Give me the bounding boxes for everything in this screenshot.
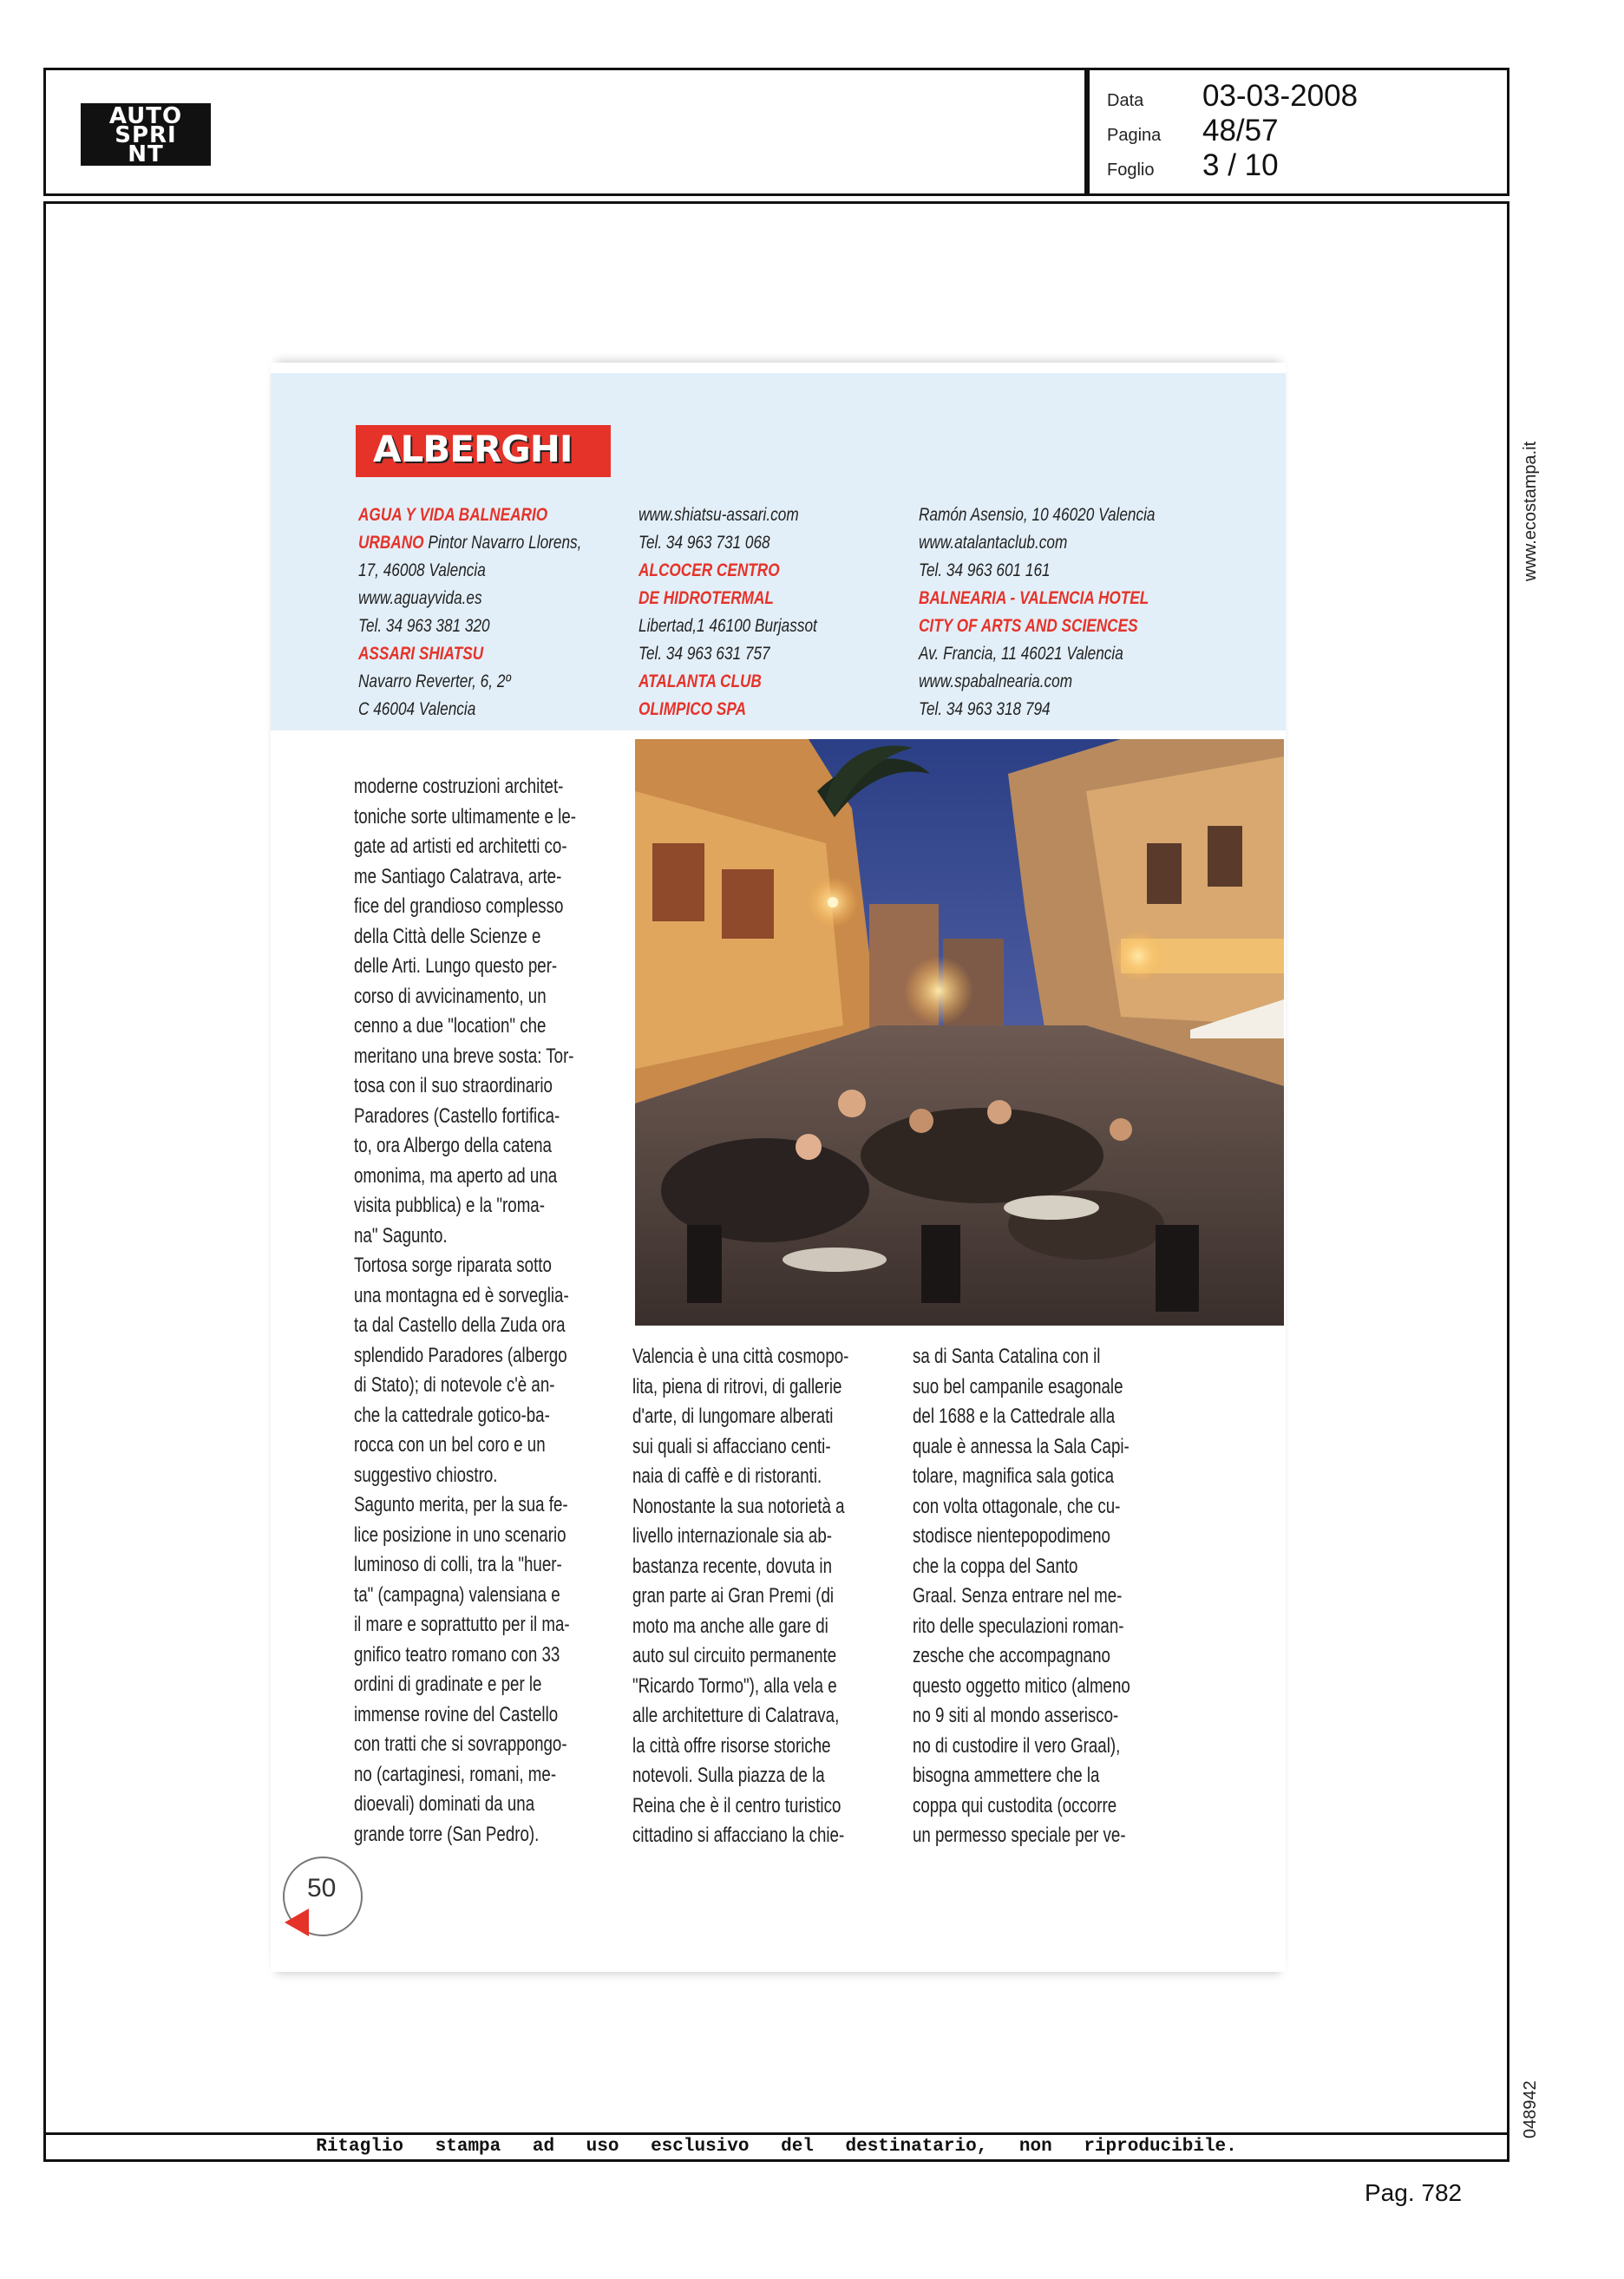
text-line: Reina che è il centro turistico <box>632 1793 841 1817</box>
hotel-detail: Av. Francia, 11 46021 Valencia <box>919 644 1123 664</box>
date-value: 03-03-2008 <box>1202 79 1359 113</box>
text-line: questo oggetto mitico (almeno <box>913 1673 1130 1698</box>
text-line: luminoso di colli, tra la "huer- <box>354 1553 562 1576</box>
text-line: lita, piena di ritrovi, di gallerie <box>632 1374 842 1398</box>
side-code <box>1514 2069 1549 2138</box>
hotel-detail: C 46004 Valencia <box>358 699 476 719</box>
hotel-name: ALCOCER CENTRO <box>638 560 780 580</box>
text-line: Graal. Senza entrare nel me- <box>913 1584 1123 1608</box>
hotel-line <box>638 640 830 668</box>
text-line: to, ora Albergo della catena <box>354 1134 552 1157</box>
hotel-line <box>638 668 830 696</box>
text-line: con volta ottagonale, che cu- <box>913 1494 1121 1518</box>
text-line: sui quali si affacciano centi- <box>632 1434 831 1458</box>
text-column-3 <box>913 1342 1164 1851</box>
text-line: Tortosa sorge riparata sotto <box>354 1254 552 1277</box>
text-line: bisogna ammettere che la <box>913 1764 1100 1787</box>
text-line: ta dal Castello della Zuda ora <box>354 1313 566 1337</box>
text-line: tolare, magnifica sala gotica <box>913 1464 1115 1488</box>
text-line: ta" (campagna) valensiana e <box>354 1582 560 1607</box>
archive-page-number: Pag. 782 <box>1365 2179 1463 2206</box>
text-line: che la coppa del Santo <box>913 1554 1078 1578</box>
hotel-line <box>358 585 550 612</box>
text-line: di Stato); di notevole c'è an- <box>354 1373 555 1397</box>
hotel-name: CITY OF ARTS AND SCIENCES <box>919 616 1138 636</box>
text-line: ordini di gradinate e per le <box>354 1673 542 1696</box>
hotel-name: OLIMPICO SPA <box>638 699 747 719</box>
text-line: gate ad artisti ed architetti co- <box>354 835 567 858</box>
hotel-detail: Tel. 34 963 318 794 <box>919 699 1051 719</box>
text-line: notevoli. Sulla piazza de la <box>632 1764 825 1787</box>
text-line: naia di caffè e di ristoranti. <box>632 1464 822 1488</box>
hotel-line <box>919 529 1110 557</box>
text-line: della Città delle Scienze e <box>354 924 541 948</box>
hotel-line <box>358 668 550 696</box>
text-line: Nonostante la sua notorietà a <box>632 1494 845 1518</box>
hotel-line <box>638 696 830 724</box>
text-line: suggestivo chiostro. <box>354 1463 498 1487</box>
hotel-line <box>919 696 1110 724</box>
text-line: immense rovine del Castello <box>354 1702 559 1726</box>
side-url-text: www.ecostampa.it <box>1521 441 1540 581</box>
text-line: Sagunto merita, per la sua fe- <box>354 1493 568 1516</box>
hotel-line <box>638 557 830 585</box>
hotel-name: URBANO <box>358 533 424 553</box>
text-line: Paradores (Castello fortifica- <box>354 1103 560 1128</box>
text-line: rito delle speculazioni roman- <box>913 1614 1124 1638</box>
text-column-1 <box>354 772 606 1850</box>
hotel-line <box>638 612 830 640</box>
section-title-underline <box>356 474 611 477</box>
hotel-line <box>358 501 550 529</box>
hotel-detail: Pintor Navarro Llorens, <box>423 533 582 553</box>
text-column-2 <box>632 1342 884 1851</box>
text-line: fice del grandioso complesso <box>354 894 564 918</box>
text-line: d'arte, di lungomare alberati <box>632 1405 834 1428</box>
text-line: quale è annessa la Sala Capi- <box>913 1434 1130 1458</box>
logo-line-1: AUTO <box>108 103 183 129</box>
text-line: visita pubblica) e la "roma- <box>354 1194 545 1217</box>
hotel-name: ATALANTA CLUB <box>638 671 762 691</box>
text-line: coppa qui custodita (occorre <box>913 1793 1117 1817</box>
text-line: con tratti che si sovrappongo- <box>354 1732 567 1756</box>
section-title: ALBERGHI <box>356 425 611 474</box>
street-photo-image <box>635 739 1284 1326</box>
hotel-name: AGUA Y VIDA BALNEARIO <box>358 505 548 525</box>
text-line: me Santiago Calatrava, arte- <box>354 864 562 888</box>
hotel-line <box>919 640 1123 668</box>
sheet-label: Foglio <box>1107 160 1155 180</box>
side-code-text: 048942 <box>1521 2080 1540 2138</box>
header-logo-box <box>43 68 1087 196</box>
text-line: delle Arti. Lungo questo per- <box>354 954 558 978</box>
hotel-line <box>919 557 1110 585</box>
hotel-detail: www.spabalnearia.com <box>919 671 1073 691</box>
text-line: no (cartaginesi, romani, me- <box>354 1762 557 1786</box>
text-line: rocca con un bel coro e un <box>354 1433 546 1457</box>
hotel-detail: Libertad,1 46100 Burjassot <box>638 616 817 636</box>
text-line: il mare e soprattutto per il ma- <box>354 1613 570 1636</box>
text-line: la città offre risorse storiche <box>632 1733 831 1758</box>
hotel-detail: Tel. 34 963 731 068 <box>638 533 770 553</box>
text-line: alle architetture di Calatrava, <box>632 1704 840 1727</box>
hotel-column-1 <box>358 501 593 724</box>
footer-rule <box>43 2132 1509 2135</box>
text-line: sa di Santa Catalina con il <box>913 1345 1101 1368</box>
hotel-detail: Tel. 34 963 381 320 <box>358 616 490 636</box>
hotel-name: ASSARI SHIATSU <box>358 644 484 664</box>
text-line: cenno a due "location" che <box>354 1014 547 1038</box>
page-label: Pagina <box>1107 126 1162 145</box>
hotel-column-3 <box>919 501 1156 724</box>
text-line: del 1688 e la Cattedrale alla <box>913 1405 1116 1428</box>
text-line: dioevali) dominati da una <box>354 1792 535 1816</box>
text-line: stodisce nientepopodimeno <box>913 1524 1110 1548</box>
text-line: omonima, ma aperto ad una <box>354 1163 558 1188</box>
hotel-detail: www.shiatsu-assari.com <box>638 505 799 525</box>
hotel-detail: Navarro Reverter, 6, 2º <box>358 671 511 691</box>
hotel-detail: Tel. 34 963 631 757 <box>638 644 770 664</box>
text-line: splendido Paradores (albergo <box>354 1343 567 1367</box>
hotel-line <box>638 585 830 612</box>
logo-line-2: SPRI <box>115 122 177 148</box>
sheet-value: 3 / 10 <box>1202 148 1279 182</box>
valencia-street-photo <box>635 739 1284 1326</box>
text-line: zesche che accompagnano <box>913 1644 1110 1667</box>
text-line: toniche sorte ultimamente e le- <box>354 804 576 828</box>
hotel-detail: Ramón Asensio, 10 46020 Valencia <box>919 505 1156 525</box>
text-line: moto ma anche alle gare di <box>632 1614 828 1638</box>
hotel-line <box>358 696 550 724</box>
hotel-line <box>919 612 1138 640</box>
hotel-line <box>919 585 1149 612</box>
date-label: Data <box>1107 91 1144 110</box>
hotel-line <box>919 668 1110 696</box>
magazine-page-number: 50 <box>307 1874 337 1902</box>
text-line: tosa con il suo straordinario <box>354 1074 553 1097</box>
text-line: corso di avvicinamento, un <box>354 984 547 1008</box>
page-arrow-icon <box>285 1909 309 1936</box>
hotel-column-2 <box>638 501 873 724</box>
text-line: una montagna ed è sorveglia- <box>354 1283 569 1307</box>
side-url <box>1514 373 1549 581</box>
text-line: Valencia è una città cosmopo- <box>632 1345 849 1368</box>
hotel-detail: www.atalantaclub.com <box>919 533 1068 553</box>
text-line: gnifico teatro romano con 33 <box>354 1642 560 1667</box>
text-line: na" Sagunto. <box>354 1223 448 1248</box>
text-line: lice posizione in uno scenario <box>354 1523 566 1547</box>
text-line: "Ricardo Tormo"), alla vela e <box>632 1673 837 1698</box>
text-line: grande torre (San Pedro). <box>354 1822 540 1846</box>
footer-note: Ritaglio stampa ad uso esclusivo del destinatario, non riproducibile. <box>316 2137 1237 2157</box>
hotel-name: DE HIDROTERMAL <box>638 588 774 608</box>
hotel-line <box>638 529 830 557</box>
text-line: cittadino si affacciano la chie- <box>632 1824 845 1847</box>
hotel-name: BALNEARIA - VALENCIA HOTEL <box>919 588 1149 608</box>
text-line: bastanza recente, dovuta in <box>632 1554 833 1578</box>
text-line: un permesso speciale per ve- <box>913 1824 1126 1847</box>
text-line: suo bel campanile esagonale <box>913 1374 1123 1398</box>
hotel-line <box>358 529 582 557</box>
hotel-line <box>638 501 830 529</box>
hotel-line <box>358 612 550 640</box>
hotel-detail: 17, 46008 Valencia <box>358 560 486 580</box>
text-line: moderne costruzioni architet- <box>354 775 564 798</box>
logo-line-3: NT <box>128 141 164 167</box>
text-line: meritano una breve sosta: Tor- <box>354 1044 574 1068</box>
hotel-detail: Tel. 34 963 601 161 <box>919 560 1051 580</box>
header-meta-box <box>1087 68 1509 196</box>
text-line: no di custodire il vero Graal), <box>913 1733 1121 1758</box>
hotel-line <box>358 640 550 668</box>
hotel-detail: www.aguayvida.es <box>358 588 482 608</box>
text-line: gran parte ai Gran Premi (di <box>632 1584 835 1608</box>
page-value: 48/57 <box>1202 114 1279 147</box>
text-line: livello internazionale sia ab- <box>632 1524 832 1548</box>
text-line: che la cattedrale gotico-ba- <box>354 1403 550 1427</box>
text-line: auto sul circuito permanente <box>632 1644 837 1667</box>
autosprint-logo <box>81 103 211 166</box>
hotel-line <box>919 501 1156 529</box>
text-line: no 9 siti al mondo asserisco- <box>913 1704 1119 1727</box>
hotel-line <box>358 557 550 585</box>
